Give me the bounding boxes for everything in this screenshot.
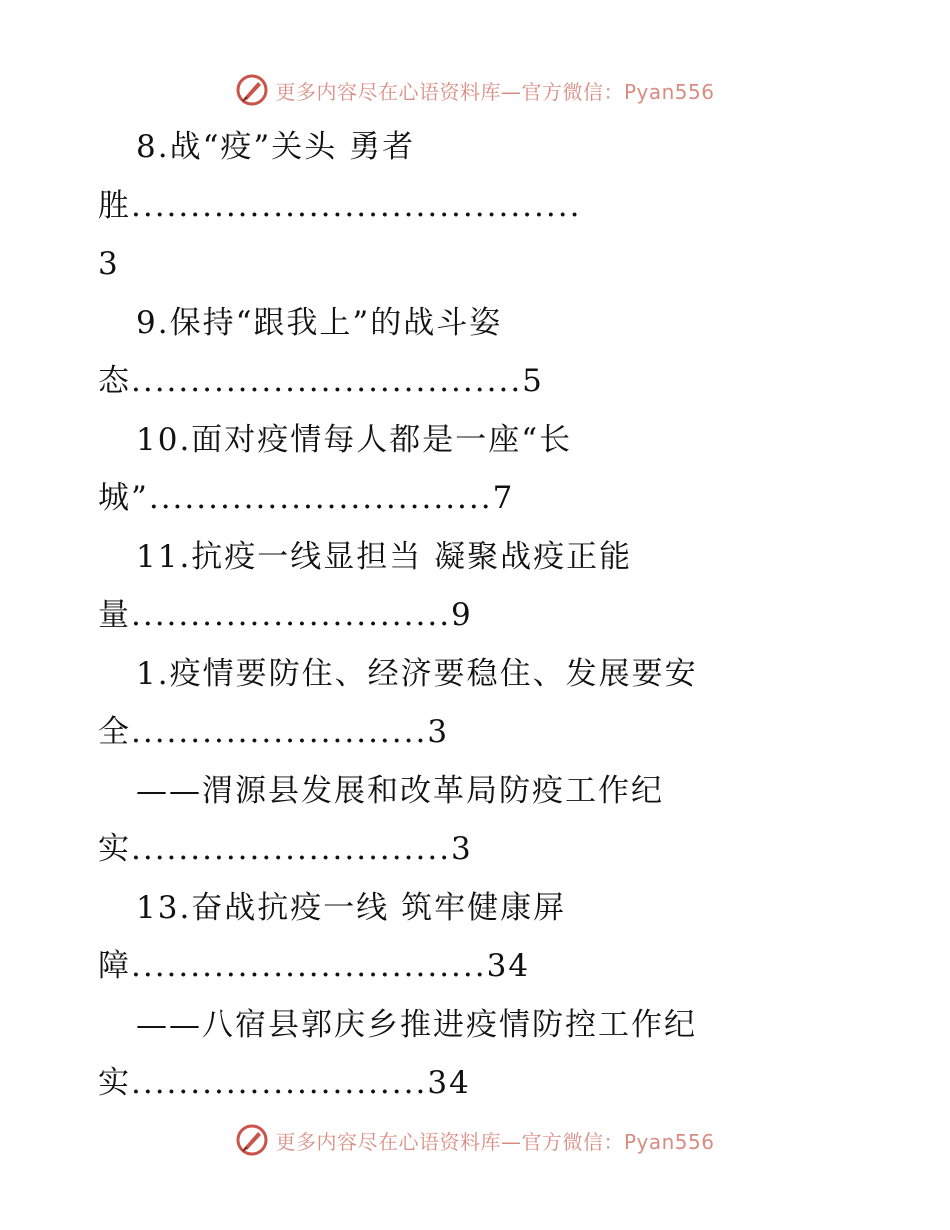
toc-line: 障..............................34 [98,948,531,984]
header-watermark-banner [0,70,950,110]
toc-line: 11.抗疫一线显担当 凝聚战疫正能 [136,538,633,575]
toc-line: 3 [98,246,120,282]
toc-line: 8.战“疫”关头 勇者 [136,129,416,165]
quill-logo-icon [235,73,269,107]
watermark-text: 更多内容尽在心语资料库—官方微信：Pyan556 [275,79,715,104]
toc-line: 10.面对疫情每人都是一座“长 [136,421,573,458]
table-of-contents [98,118,878,1113]
toc-line: ——八宿县郭庆乡推进疫情防控工作纪 [136,1006,697,1043]
toc-line: ——渭源县发展和改革局防疫工作纪 [136,772,664,809]
toc-line: 9.保持“跟我上”的战斗姿 [136,304,503,341]
toc-line: 态.................................5 [98,363,544,399]
toc-line: 城”.............................7 [98,480,515,516]
toc-line: 实...........................3 [98,831,473,867]
watermark-text: 更多内容尽在心语资料库—官方微信：Pyan556 [275,1129,715,1154]
toc-line: 量...........................9 [98,597,473,633]
quill-logo-icon [235,1123,269,1157]
toc-line: 全.........................3 [98,714,450,750]
toc-line: 实.........................34 [98,1065,471,1101]
toc-line: 1.疫情要防住、经济要稳住、发展要安 [136,655,698,692]
toc-line: 13.奋战抗疫一线 筑牢健康屏 [136,889,567,926]
toc-line: 胜...................................... [98,187,582,224]
footer-watermark-banner [0,1120,950,1160]
